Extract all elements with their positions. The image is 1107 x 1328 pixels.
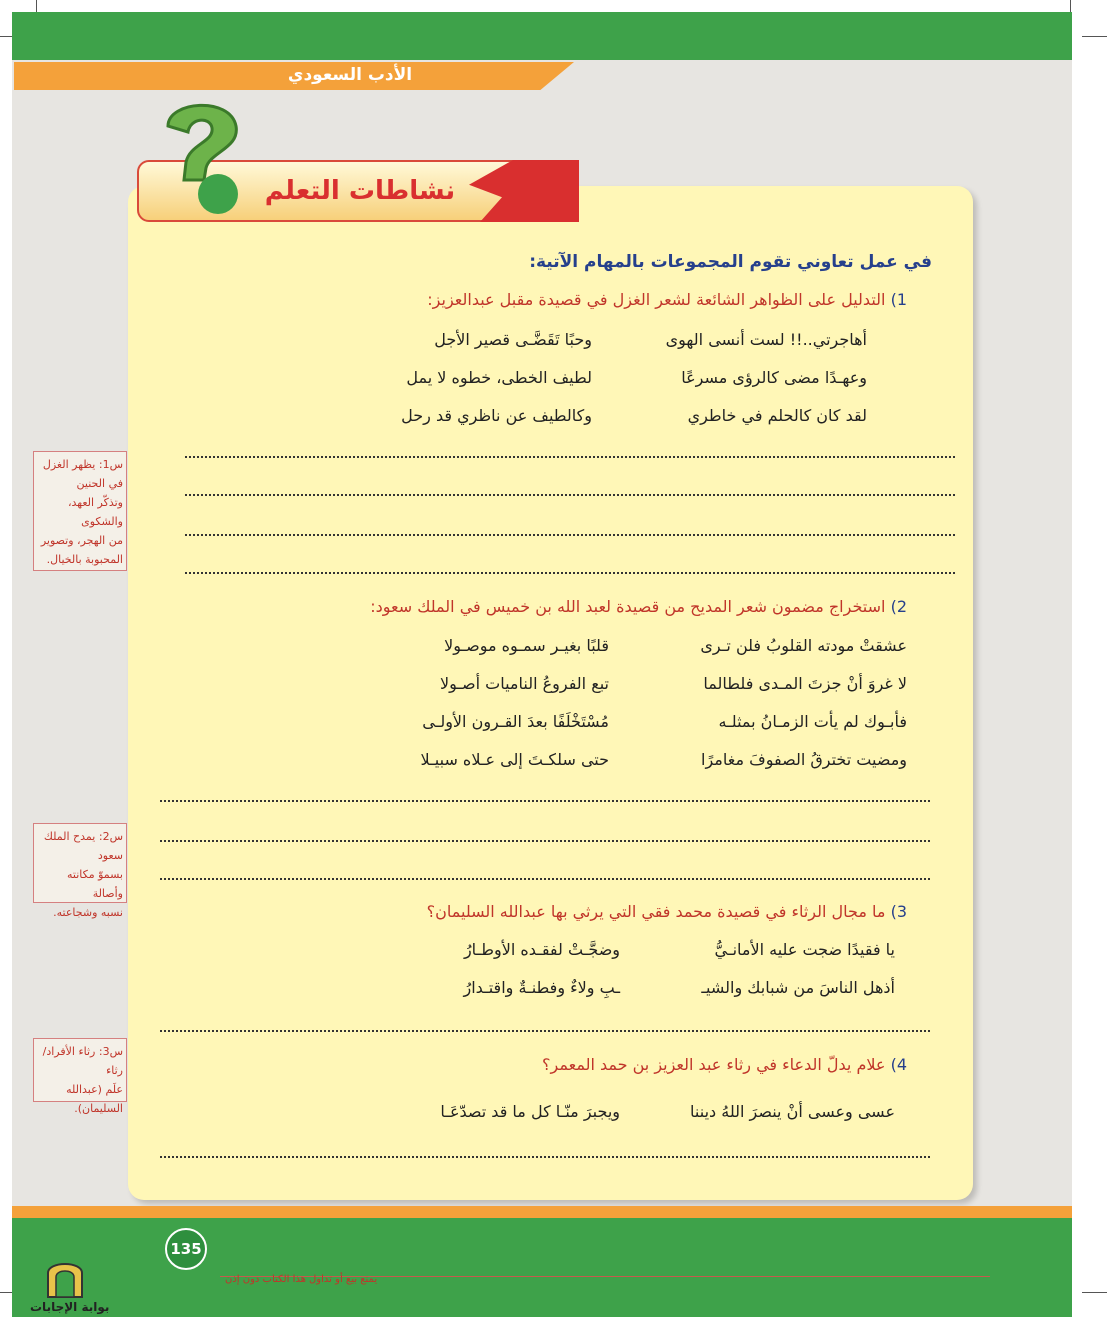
side-answer-2	[33, 823, 127, 919]
question-1-text: التدليل على الظواهر الشائعة لشعر الغزل في قصيدة مقبل عبدالعزيز:	[427, 290, 886, 309]
verse-hemistich: ويجبرَ منّـا كل ما قد تصدّعَـا	[440, 1102, 620, 1121]
verse-hemistich: وعهـدًا مضى كالرؤى مسرعًا	[681, 368, 867, 387]
verse-hemistich: ـبِ ولاءٌ وفطنـةٌ واقتـدارُ	[463, 978, 620, 997]
section-title: الأدب السعودي	[287, 65, 413, 85]
verse-2-4	[357, 750, 907, 774]
portal-label: بوابة الإجابات	[30, 1300, 110, 1314]
question-4-number: 4)	[890, 1055, 907, 1074]
side-answer-line: وتذكّر العهد،	[67, 496, 123, 509]
crop-mark	[36, 0, 37, 12]
verse-3-1	[375, 940, 895, 964]
verse-hemistich: فأبـوك لم يأت الزمـانُ بمثلـه	[718, 712, 907, 731]
question-1	[427, 290, 907, 309]
side-answer-line: علَم (عبدالله	[66, 1083, 123, 1096]
verse-hemistich: وضجَّـتْ لفقـده الأوطـارُ	[463, 940, 620, 959]
question-4-text: علام يدلّ الدعاء في رثاء عبد العزيز بن حمد المعمر؟	[542, 1055, 886, 1074]
answer-line[interactable]	[185, 494, 955, 496]
question-2-number: 2)	[890, 597, 907, 616]
side-answer-line: في الحنين	[76, 477, 123, 490]
answer-line[interactable]	[185, 534, 955, 536]
verse-hemistich: يا فقيدًا ضجت عليه الأمانـيُّ	[714, 940, 895, 959]
crop-mark	[0, 36, 12, 37]
question-2-text: استخراج مضمون شعر المديح من قصيدة لعبد الله بن خميس في الملك سعود:	[370, 597, 886, 616]
question-2	[370, 597, 907, 616]
top-green-band	[12, 12, 1072, 60]
verse-1-3	[377, 406, 867, 430]
bottom-orange-band	[12, 1206, 1072, 1218]
side-answer-1	[33, 451, 127, 571]
verse-hemistich: أذهل الناسَ من شبابك والشيـ	[701, 978, 895, 997]
side-answer-line: سعود	[97, 849, 123, 862]
verse-hemistich: وحبًا تَقَضَّـى قصير الأجل	[434, 330, 592, 349]
verse-hemistich: ومضيت تخترقُ الصفوفَ مغامرًا	[701, 750, 907, 769]
verse-hemistich: مُسْتَخْلَفًا بعدَ القـرون الأولـى	[422, 712, 609, 731]
portal-logo-icon	[44, 1255, 86, 1299]
activities-title: نشاطات التعلم	[264, 176, 456, 206]
page-number: 135	[165, 1228, 207, 1270]
answer-line[interactable]	[185, 456, 955, 458]
verse-hemistich: تبع الفروعُ الناميات أصـولا	[439, 674, 609, 693]
verse-2-2	[357, 674, 907, 698]
answer-line[interactable]	[160, 800, 930, 802]
verse-4-1	[375, 1102, 895, 1126]
verse-hemistich: أهاجرتي..!! لست أنسى الهوى	[665, 330, 867, 349]
answer-line[interactable]	[160, 1030, 930, 1032]
verse-2-3	[357, 712, 907, 736]
side-answer-line: نسبه وشجاعته.	[53, 906, 123, 919]
crop-mark	[1082, 1292, 1107, 1293]
crop-mark	[1070, 0, 1071, 12]
question-4	[542, 1055, 907, 1074]
side-answer-line: والشكوى	[81, 515, 123, 528]
answer-line[interactable]	[160, 840, 930, 842]
side-answer-line: السليمان).	[74, 1102, 123, 1115]
side-answer-line: بسموّ مكانته وأصالة	[66, 868, 123, 900]
answer-line[interactable]	[160, 1156, 930, 1158]
verse-3-2	[375, 978, 895, 1002]
question-3-number: 3)	[890, 902, 907, 921]
question-3	[427, 902, 907, 921]
answer-line[interactable]	[185, 572, 955, 574]
side-answer-line: س1: يظهر الغزل	[42, 458, 123, 471]
crop-mark	[0, 1292, 12, 1293]
question-mark-icon	[150, 96, 250, 226]
verse-hemistich: عسى وعسى أنْ ينصرَ اللهُ ديننا	[690, 1102, 895, 1121]
intro-text: في عمل تعاوني تقوم المجموعات بالمهام الآتية:	[529, 252, 932, 272]
side-answer-line: المحبوبة بالخيال.	[46, 553, 123, 566]
verse-2-1	[357, 636, 907, 660]
footer-note: يمنع بيع أو تداول هذا الكتاب دون إذن	[225, 1274, 378, 1285]
verse-hemistich: قلبًا بغيـر سمـوه موصـولا	[444, 636, 609, 655]
side-answer-line: س3: رثاء الأفراد/رثاء	[42, 1045, 123, 1077]
verse-hemistich: لقد كان كالحلم في خاطري	[687, 406, 867, 425]
verse-1-1	[377, 330, 867, 354]
question-3-text: ما مجال الرثاء في قصيدة محمد فقي التي يرثي بها عبدالله السليمان؟	[426, 902, 886, 921]
side-answer-3	[33, 1038, 127, 1115]
verse-hemistich: حتى سلكـتَ إلى عـلاه سبيـلا	[420, 750, 609, 769]
crop-mark	[1082, 36, 1107, 37]
verse-hemistich: لطيف الخطى، خطوه لا يمل	[406, 368, 592, 387]
verse-hemistich: عشقتْ مودته القلوبُ فلن تـرى	[700, 636, 907, 655]
verse-1-2	[377, 368, 867, 392]
verse-hemistich: لا غروَ أنْ جزتَ المـدى فلطالما	[703, 674, 907, 693]
answer-line[interactable]	[160, 878, 930, 880]
question-1-number: 1)	[890, 290, 907, 309]
verse-hemistich: وكالطيف عن ناظري قد رحل	[401, 406, 592, 425]
side-answer-line: س2: يمدح الملك	[43, 830, 123, 843]
side-answer-line: من الهجر، وتصوير	[40, 534, 123, 547]
